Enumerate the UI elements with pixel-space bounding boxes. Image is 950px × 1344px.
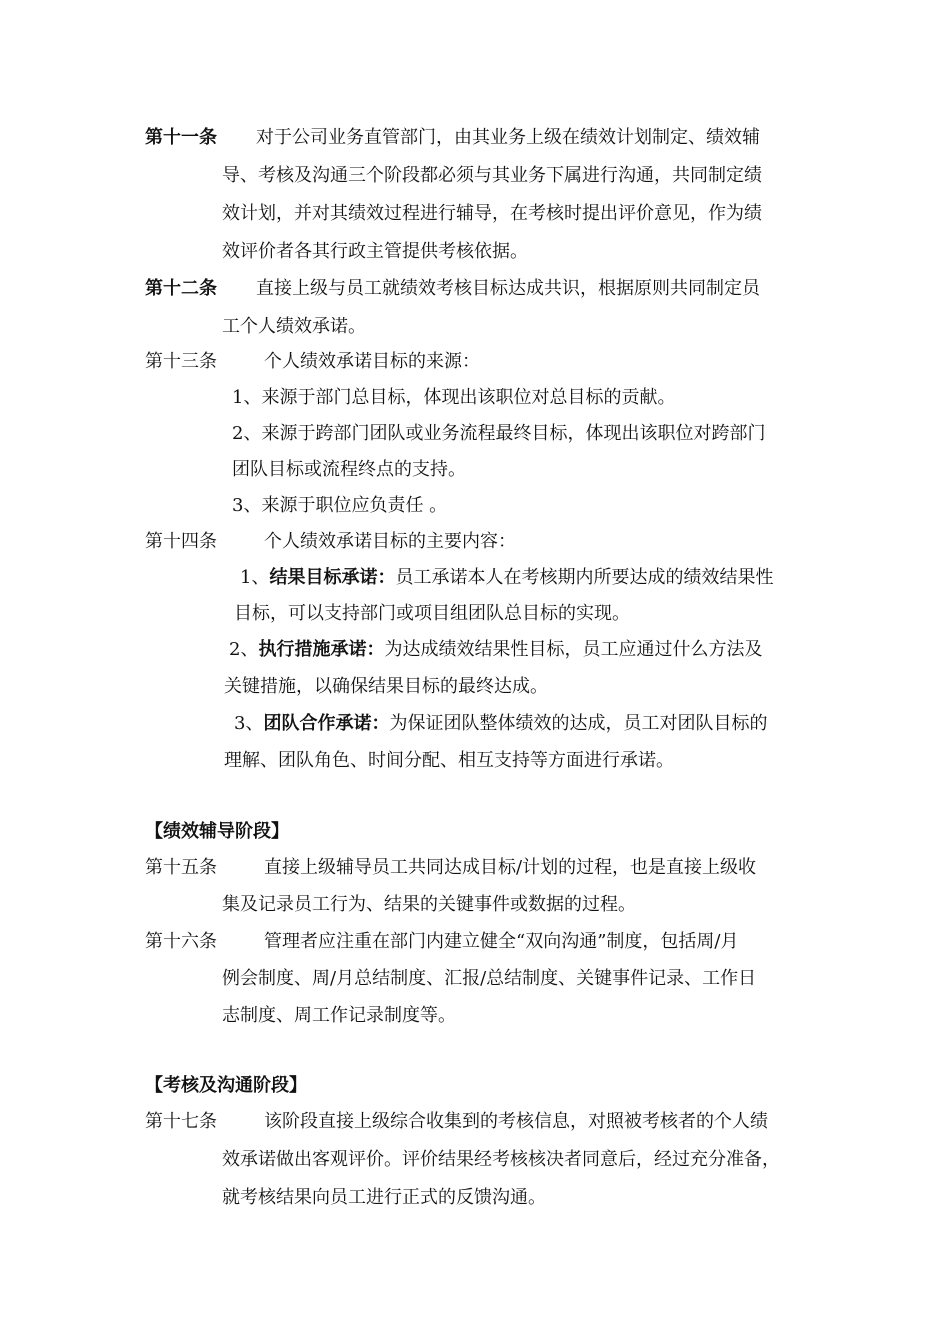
article-17-line-3: 就考核结果向员工进行正式的反馈沟通。 [222, 1187, 546, 1208]
article-11-line-3: 效计划，并对其绩效过程进行辅导，在考核时提出评价意见，作为绩 [222, 203, 762, 224]
article-14-item-2-num: 2、 [229, 639, 259, 660]
article-17-label: 第十七条 [145, 1111, 217, 1132]
section-heading-coaching: 【绩效辅导阶段】 [145, 821, 289, 842]
article-17-line-2: 效承诺做出客观评价。评价结果经考核核决者同意后，经过充分准备， [222, 1149, 780, 1170]
article-14-item-3-text: 为保证团队整体绩效的达成，员工对团队目标的 [389, 713, 768, 734]
article-12-line-1: 直接上级与员工就绩效考核目标达成共识，根据原则共同制定员 [256, 278, 760, 299]
article-14-intro: 个人绩效承诺目标的主要内容： [264, 531, 516, 552]
article-16-line-2: 例会制度、周/月总结制度、汇报/总结制度、关键事件记录、工作日 [222, 968, 757, 989]
article-12-line-2: 工个人绩效承诺。 [222, 316, 366, 337]
article-16-label: 第十六条 [145, 931, 217, 952]
article-14-item-2-text: 为达成绩效结果性目标，员工应通过什么方法及 [384, 639, 763, 660]
article-13-intro: 个人绩效承诺目标的来源： [264, 351, 480, 372]
article-13-item-2-cont: 团队目标或流程终点的支持。 [232, 459, 466, 480]
article-17-line-1: 该阶段直接上级综合收集到的考核信息，对照被考核者的个人绩 [264, 1111, 768, 1132]
article-14-item-1-title: 结果目标承诺： [269, 567, 396, 588]
article-14-item-1-num: 1、 [240, 567, 270, 588]
article-13-item-2: 2、来源于跨部门团队或业务流程最终目标，体现出该职位对跨部门 [232, 423, 766, 444]
article-14-item-2-title: 执行措施承诺： [258, 639, 385, 660]
article-12-label: 第十二条 [145, 278, 217, 299]
article-14-item-1-cont: 目标，可以支持部门或项目组团队总目标的实现。 [234, 603, 630, 624]
article-15-line-2: 集及记录员工行为、结果的关键事件或数据的过程。 [222, 894, 636, 915]
article-14-item-3 [234, 712, 767, 736]
article-14-item-1 [240, 566, 773, 590]
article-11-line-2: 导、考核及沟通三个阶段都必须与其业务下属进行沟通，共同制定绩 [222, 165, 762, 186]
article-14-item-1-text: 员工承诺本人在考核期内所要达成的绩效结果性 [395, 567, 774, 588]
article-14-item-3-title: 团队合作承诺： [263, 713, 390, 734]
article-16-line-1: 管理者应注重在部门内建立健全“双向沟通”制度，包括周/月 [264, 931, 739, 952]
article-15-label: 第十五条 [145, 857, 217, 878]
article-14-item-3-num: 3、 [234, 713, 264, 734]
article-14-item-3-cont: 理解、团队角色、时间分配、相互支持等方面进行承诺。 [224, 750, 674, 771]
article-13-item-1: 1、来源于部门总目标，体现出该职位对总目标的贡献。 [232, 387, 676, 408]
article-14-item-2 [229, 638, 762, 662]
article-11-line-4: 效评价者各其行政主管提供考核依据。 [222, 241, 528, 262]
section-heading-review: 【考核及沟通阶段】 [145, 1075, 307, 1096]
article-11-line-1: 对于公司业务直管部门，由其业务上级在绩效计划制定、绩效辅 [256, 127, 760, 148]
article-14-label: 第十四条 [145, 531, 217, 552]
article-13-label: 第十三条 [145, 351, 217, 372]
article-11-label: 第十一条 [145, 127, 217, 148]
article-16-line-3: 志制度、周工作记录制度等。 [222, 1005, 456, 1026]
article-14-item-2-cont: 关键措施，以确保结果目标的最终达成。 [224, 676, 548, 697]
article-15-line-1: 直接上级辅导员工共同达成目标/计划的过程，也是直接上级收 [264, 857, 757, 878]
article-13-item-3: 3、来源于职位应负责任 。 [232, 495, 448, 516]
